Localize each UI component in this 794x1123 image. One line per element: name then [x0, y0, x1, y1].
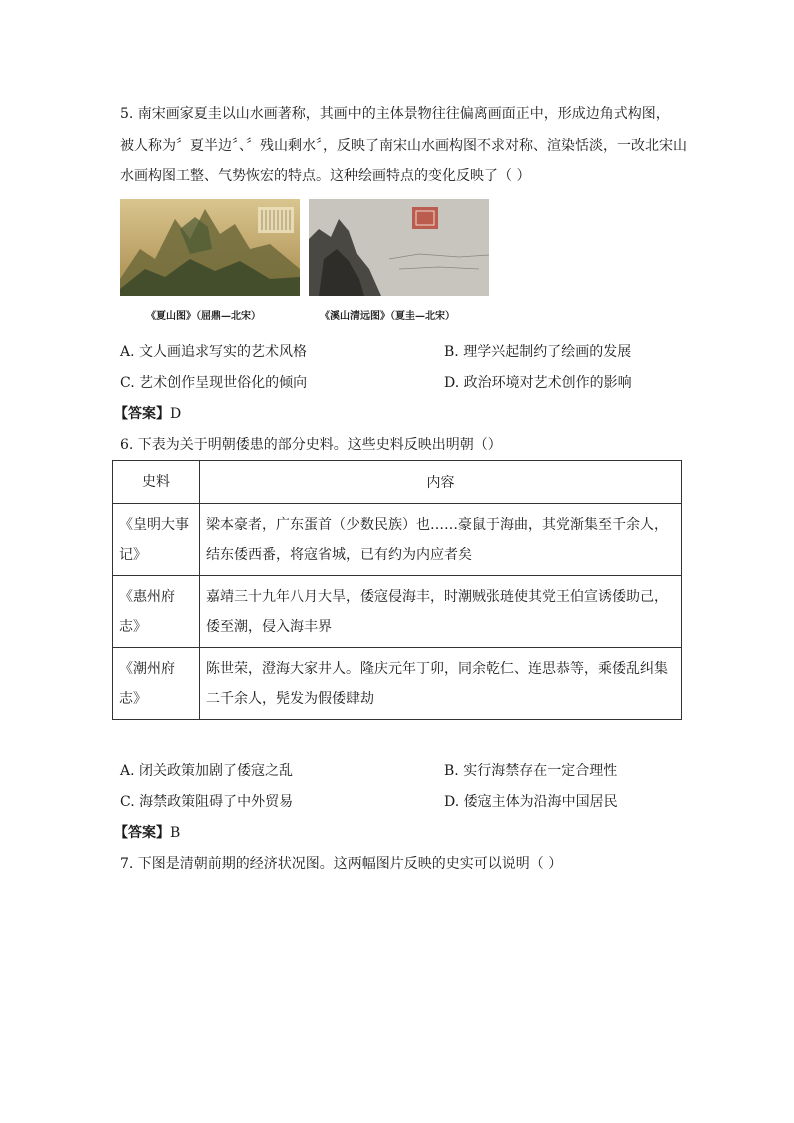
q5-answer-value: D: [170, 406, 182, 422]
q6-answer-label: 【答案】: [114, 825, 170, 841]
q5-stem-line-1: 5. 南宋画家夏圭以山水画著称，其画中的主体景物往往偏离画面正中，形成边角式构图，: [120, 106, 670, 122]
table-header-row: [113, 461, 682, 504]
q5-stem-line-2: 被人称为〞夏半边〞、〞残山剩水〞，反映了南宋山水画构图不求对称、渲染恬淡，一改北宋山: [120, 138, 687, 154]
row-source: 《潮州府志》: [113, 648, 200, 720]
row-content: 陈世荣，澄海大家井人。隆庆元年丁卯，同余乾仁、连思恭等，乘倭乱纠集二千余人，髡发为假倭肆劫: [200, 648, 682, 720]
table-row: [113, 648, 682, 720]
caption-summer-mountains: 《夏山图》（屈鼎—北宋）: [146, 311, 261, 322]
q5-option-c[interactable]: C. 艺术创作呈现世俗化的倾向: [120, 375, 308, 391]
q5-option-b[interactable]: B. 理学兴起制约了绘画的发展: [444, 344, 632, 360]
row-source: 《皇明大事记》: [113, 504, 200, 576]
caption-clear-distant-streams: 《溪山清远图》（夏圭—北宋）: [320, 311, 455, 322]
q6-option-c[interactable]: C. 海禁政策阻碍了中外贸易: [120, 794, 294, 810]
header-source: 史料: [113, 461, 200, 504]
table-row: [113, 504, 682, 576]
q5-option-a[interactable]: A. 文人画追求写实的艺术风格: [120, 344, 308, 360]
q6-option-d[interactable]: D. 倭寇主体为沿海中国居民: [444, 794, 618, 810]
q6-option-b[interactable]: B. 实行海禁存在一定合理性: [444, 763, 618, 779]
q6-answer-value: B: [170, 825, 181, 841]
q6-option-a[interactable]: A. 闭关政策加剧了倭寇之乱: [120, 763, 294, 779]
painting-clear-distant-streams: [309, 199, 489, 296]
painting-summer-mountains: [120, 199, 300, 296]
q5-stem-line-3: 水画构图工整、气势恢宏的特点。这种绘画特点的变化反映了（ ）: [120, 168, 531, 184]
row-content: 嘉靖三十九年八月大旱，倭寇侵海丰，时潮贼张琏使其党王伯宣诱倭助己，倭至潮，侵入海丰界: [200, 576, 682, 648]
row-content: 梁本豪者，广东蛋首（少数民族）也……豪鼠于海曲，其党渐集至千余人，结东倭西番，将寇省城，已有约为内应者矣: [200, 504, 682, 576]
q6-answer: [114, 823, 180, 843]
q5-answer: [114, 404, 181, 424]
q5-option-d[interactable]: D. 政治环境对艺术创作的影响: [444, 375, 632, 391]
q5-answer-label: 【答案】: [114, 406, 170, 422]
header-content: 内容: [200, 461, 682, 504]
q7-stem: 7. 下图是清朝前期的经济状况图。这两幅图片反映的史实可以说明（ ）: [120, 856, 563, 872]
row-source: 《惠州府志》: [113, 576, 200, 648]
table-row: [113, 576, 682, 648]
q6-stem: 6. 下表为关于明朝倭患的部分史料。这些史料反映出明朝（）: [120, 437, 502, 453]
q6-source-table: [112, 460, 682, 720]
